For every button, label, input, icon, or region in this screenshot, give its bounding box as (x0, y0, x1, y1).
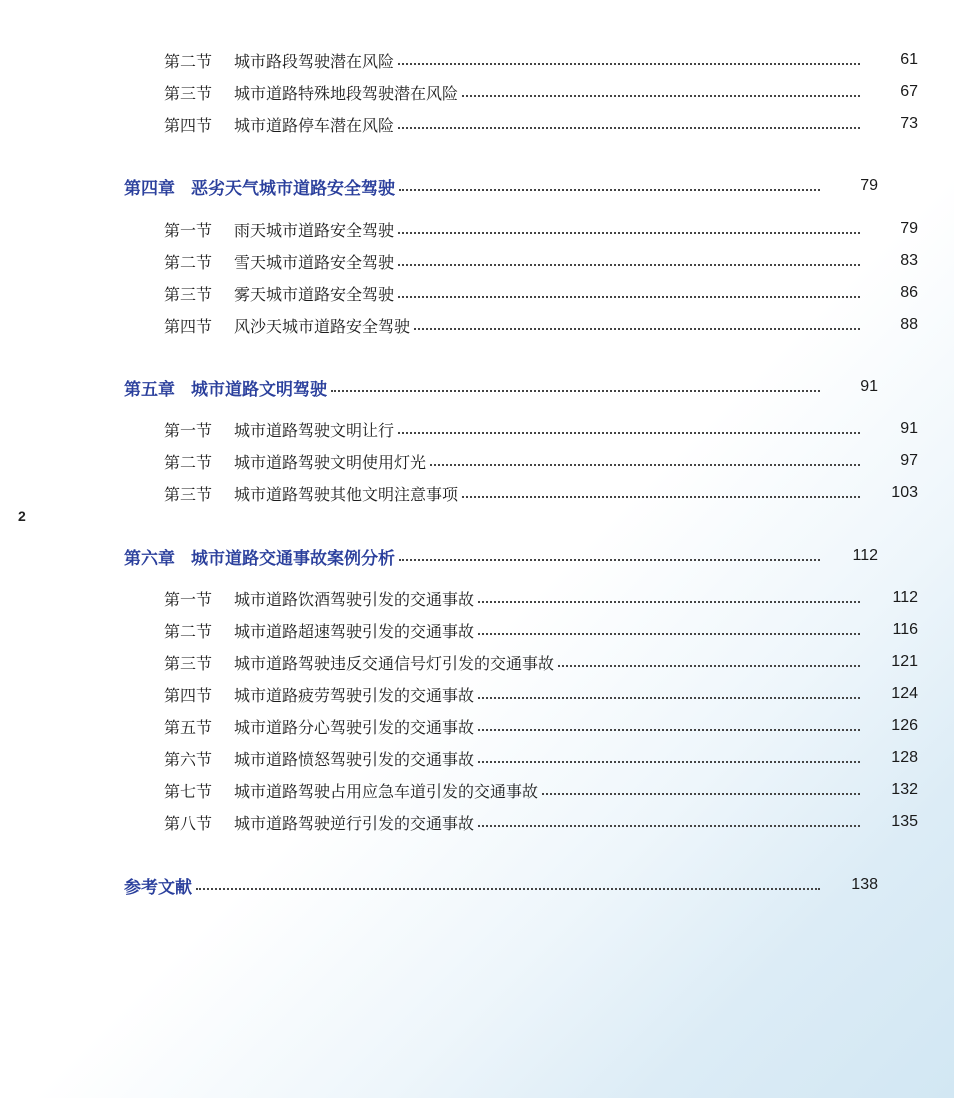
entry-page: 132 (891, 781, 918, 798)
dot-leader (414, 326, 860, 330)
entry-number: 第二节 (164, 252, 213, 272)
entry-number: 第四节 (164, 316, 213, 336)
entry-page: 91 (900, 420, 918, 437)
entry-page: 73 (900, 115, 918, 132)
toc-entry[interactable] (0, 617, 954, 643)
entry-page: 61 (900, 51, 918, 68)
chapter-number: 第五章 (124, 379, 175, 400)
chapter-title: 恶劣天气城市道路安全驾驶 (191, 178, 395, 199)
entry-title: 城市道路超速驾驶引发的交通事故 (234, 621, 475, 641)
entry-title: 城市道路驾驶违反交通信号灯引发的交通事故 (234, 653, 555, 673)
toc-entry[interactable] (0, 216, 954, 242)
entry-number: 第三节 (164, 284, 213, 304)
entry-page: 88 (900, 316, 918, 333)
toc-chapter[interactable] (0, 543, 914, 569)
entry-number: 第二节 (164, 51, 213, 71)
chapter-page: 79 (860, 177, 878, 194)
entry-title: 雾天城市道路安全驾驶 (234, 284, 395, 304)
dot-leader (398, 294, 860, 298)
dot-leader (399, 187, 820, 191)
entry-title: 城市路段驾驶潜在风险 (234, 51, 395, 71)
dot-leader (399, 557, 820, 561)
entry-title: 雪天城市道路安全驾驶 (234, 252, 395, 272)
entry-title: 城市道路驾驶逆行引发的交通事故 (234, 813, 475, 833)
entry-number: 第八节 (164, 813, 213, 833)
toc-entry[interactable] (0, 713, 954, 739)
entry-page: 97 (900, 452, 918, 469)
entry-title: 风沙天城市道路安全驾驶 (234, 316, 411, 336)
toc-entry[interactable] (0, 47, 954, 73)
entry-title: 城市道路驾驶文明使用灯光 (234, 452, 427, 472)
toc-chapter[interactable] (0, 173, 914, 199)
dot-leader (398, 125, 860, 129)
entry-title: 雨天城市道路安全驾驶 (234, 220, 395, 240)
chapter-title: 城市道路文明驾驶 (191, 379, 327, 400)
toc-entry[interactable] (0, 480, 954, 506)
toc-entry[interactable] (0, 681, 954, 707)
entry-page: 116 (892, 621, 918, 638)
chapter-page: 112 (852, 547, 878, 564)
dot-leader (398, 262, 860, 266)
entry-title: 城市道路驾驶占用应急车道引发的交通事故 (234, 781, 539, 801)
dot-leader (478, 631, 860, 635)
entry-page: 83 (900, 252, 918, 269)
toc-entry[interactable] (0, 649, 954, 675)
entry-title: 城市道路驾驶其他文明注意事项 (234, 484, 459, 504)
toc-entry[interactable] (0, 416, 954, 442)
dot-leader (558, 663, 860, 667)
dot-leader (478, 823, 860, 827)
dot-leader (398, 61, 860, 65)
toc-references[interactable] (0, 872, 914, 898)
entry-page: 79 (900, 220, 918, 237)
entry-title: 城市道路驾驶文明让行 (234, 420, 395, 440)
entry-title: 城市道路饮酒驾驶引发的交通事故 (234, 589, 475, 609)
entry-number: 第二节 (164, 621, 213, 641)
entry-page: 124 (891, 685, 918, 702)
entry-title: 城市道路分心驾驶引发的交通事故 (234, 717, 475, 737)
entry-page: 103 (891, 484, 918, 501)
entry-title: 城市道路愤怒驾驶引发的交通事故 (234, 749, 475, 769)
dot-leader (398, 430, 860, 434)
dot-leader (542, 791, 860, 795)
toc-entry[interactable] (0, 248, 954, 274)
entry-number: 第六节 (164, 749, 213, 769)
entry-page: 135 (891, 813, 918, 830)
dot-leader (462, 494, 860, 498)
entry-number: 第一节 (164, 420, 213, 440)
entry-page: 128 (891, 749, 918, 766)
dot-leader (430, 462, 860, 466)
toc-chapter[interactable] (0, 374, 914, 400)
toc-entry[interactable] (0, 79, 954, 105)
dot-leader (462, 93, 860, 97)
entry-title: 城市道路停车潜在风险 (234, 115, 395, 135)
entry-title: 城市道路疲劳驾驶引发的交通事故 (234, 685, 475, 705)
entry-page: 121 (891, 653, 918, 670)
toc-entry[interactable] (0, 280, 954, 306)
chapter-number: 第四章 (124, 178, 175, 199)
page-number: 2 (18, 508, 26, 524)
dot-leader (478, 599, 860, 603)
toc-entry[interactable] (0, 809, 954, 835)
entry-number: 第一节 (164, 589, 213, 609)
dot-leader (398, 230, 860, 234)
entry-page: 67 (900, 83, 918, 100)
toc-entry[interactable] (0, 777, 954, 803)
dot-leader (478, 727, 860, 731)
entry-number: 第三节 (164, 653, 213, 673)
references-page: 138 (851, 876, 878, 893)
dot-leader (478, 759, 860, 763)
entry-number: 第一节 (164, 220, 213, 240)
entry-page: 86 (900, 284, 918, 301)
entry-number: 第四节 (164, 115, 213, 135)
chapter-title: 城市道路交通事故案例分析 (191, 548, 395, 569)
toc-entry[interactable] (0, 111, 954, 137)
toc-entry[interactable] (0, 745, 954, 771)
entry-number: 第三节 (164, 83, 213, 103)
entry-page: 126 (891, 717, 918, 734)
entry-page: 112 (892, 589, 918, 606)
entry-number: 第二节 (164, 452, 213, 472)
entry-number: 第七节 (164, 781, 213, 801)
entry-number: 第三节 (164, 484, 213, 504)
entry-number: 第五节 (164, 717, 213, 737)
dot-leader (478, 695, 860, 699)
toc-entry[interactable] (0, 312, 954, 338)
entry-title: 城市道路特殊地段驾驶潜在风险 (234, 83, 459, 103)
entry-number: 第四节 (164, 685, 213, 705)
chapter-page: 91 (860, 378, 878, 395)
references-title: 参考文献 (124, 877, 192, 898)
dot-leader (331, 388, 820, 392)
chapter-number: 第六章 (124, 548, 175, 569)
toc-entry[interactable] (0, 585, 954, 611)
toc-entry[interactable] (0, 448, 954, 474)
dot-leader (196, 886, 820, 890)
